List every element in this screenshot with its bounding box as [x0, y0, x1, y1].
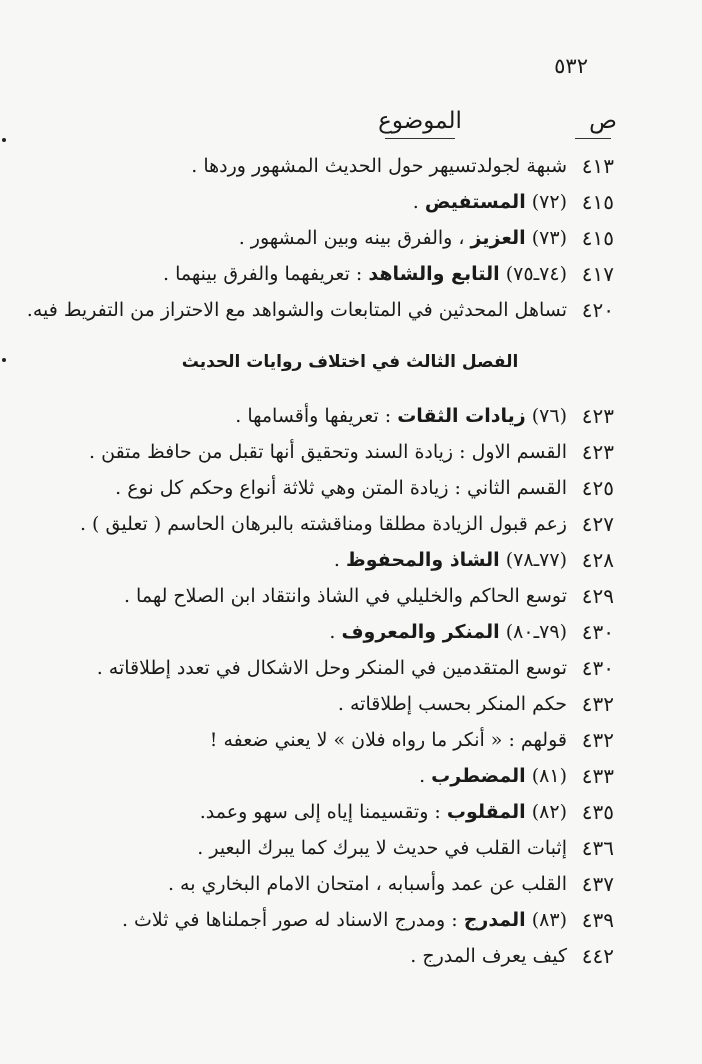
toc-entry-title: زعم قبول الزيادة مطلقا ومناقشته بالبرهان الحاسم ( تعليق ) .: [79, 513, 567, 535]
toc-entry-page: ٤٣٣: [581, 764, 614, 788]
toc-entry: [0, 148, 702, 184]
toc-entry: [0, 292, 702, 328]
toc-entry-page: ٤١٥: [581, 226, 614, 250]
toc-entry: [0, 220, 702, 256]
toc-entry: [0, 650, 702, 686]
toc-entry: [0, 434, 702, 470]
topic-column-header: الموضوع: [378, 108, 462, 134]
toc-entry-term: المدرج: [463, 909, 526, 931]
toc-entry-title: (٧٣) العزيز ، والفرق بينه وبين المشهور .: [238, 227, 567, 249]
toc-entry: [0, 184, 702, 220]
toc-entry: [0, 830, 702, 866]
toc-entry-term: زيادات الثقات: [397, 405, 526, 427]
toc-entry-page: ٤٣٦: [581, 836, 614, 860]
toc-entry-term: المنكر والمعروف: [341, 621, 500, 643]
toc-entry: [0, 506, 702, 542]
toc-entry: [0, 398, 702, 434]
toc-entry-page: ٤٢٨: [581, 548, 614, 572]
page-column-header: ص: [589, 108, 617, 134]
toc-entry-page: ٤٣٧: [581, 872, 614, 896]
toc-entry: [0, 686, 702, 722]
toc-entry-term: المقلوب: [446, 801, 526, 823]
toc-entry: [0, 758, 702, 794]
toc-entry-title: توسع الحاكم والخليلي في الشاذ وانتقاد ابن الصلاح لهما .: [123, 585, 567, 607]
toc-entry-page: ٤١٥: [581, 190, 614, 214]
toc-entry-title: (٧٦) زيادات الثقات : تعريفها وأقسامها .: [235, 405, 567, 427]
toc-entry: [0, 578, 702, 614]
toc-entry-title: إثبات القلب في حديث لا يبرك كما يبرك البعير .: [197, 837, 567, 859]
toc-entry-page: ٤٢٠: [581, 298, 614, 322]
toc-entry-page: ٤٢٣: [581, 440, 614, 464]
toc-entry: [0, 614, 702, 650]
page-number: ٥٣٢: [554, 54, 588, 78]
toc-entry-page: ٤٣٠: [581, 620, 614, 644]
section-title: الفصل الثالث في اختلاف روايات الحديث: [181, 352, 519, 372]
toc-entry-title: تساهل المحدثين في المتابعات والشواهد مع الاحتراز من التفريط فيه.: [26, 299, 567, 321]
toc-entry: [0, 794, 702, 830]
toc-entry-page: ٤٢٩: [581, 584, 614, 608]
toc-entry-title: قولهم : « أنكر ما رواه فلان » لا يعني ضعفه !: [209, 729, 567, 751]
toc-entry-title: القلب عن عمد وأسبابه ، امتحان الامام البخاري به .: [167, 873, 567, 895]
toc-entry-title: (٨٢) المقلوب : وتقسيمنا إياه إلى سهو وعمد.: [199, 801, 567, 823]
toc-entry-title: حكم المنكر بحسب إطلاقاته .: [337, 693, 567, 715]
toc-entry-page: ٤٢٧: [581, 512, 614, 536]
toc-entry-page: ٤٣٢: [581, 728, 614, 752]
toc-entry-title: (٧٧ـ٧٨) الشاذ والمحفوظ .: [333, 549, 567, 571]
toc-entry-title: (٨١) المضطرب .: [419, 765, 567, 787]
toc-entry-title: كيف يعرف المدرج .: [410, 945, 567, 967]
toc-entry-term: المستفيض: [424, 191, 526, 213]
toc-entry: [0, 902, 702, 938]
toc-entry-title: (٧٩ـ٨٠) المنكر والمعروف .: [329, 621, 567, 643]
toc-entry-term: التابع والشاهد: [368, 263, 500, 285]
toc-entry-page: ٤١٧: [581, 262, 614, 286]
toc-entry-term: المضطرب: [431, 765, 526, 787]
toc-entry-page: ٤٣٩: [581, 908, 614, 932]
toc-entry-page: ٤١٣: [581, 154, 614, 178]
toc-entry-title: (٨٣) المدرج : ومدرج الاسناد له صور أجملناها في ثلاث .: [121, 909, 567, 931]
toc-entry-title: شبهة لجولدتسيهر حول الحديث المشهور وردها .: [191, 155, 567, 177]
toc-entry-title: (٧٤ـ٧٥) التابع والشاهد : تعريفهما والفرق بينهما .: [162, 263, 567, 285]
toc-entry: [0, 722, 702, 758]
toc-entry-title: القسم الثاني : زيادة المتن وهي ثلاثة أنواع وحكم كل نوع .: [115, 477, 567, 499]
toc-entry-page: ٤٣٥: [581, 800, 614, 824]
toc-entry: [0, 470, 702, 506]
toc-entry: [0, 542, 702, 578]
toc-entry: [0, 938, 702, 974]
toc-entry-page: ٤٣٢: [581, 692, 614, 716]
toc-entry-page: ٤٣٠: [581, 656, 614, 680]
toc-entry-page: ٤٢٣: [581, 404, 614, 428]
toc-entry-title: توسع المتقدمين في المنكر وحل الاشكال في تعدد إطلاقاته .: [96, 657, 567, 679]
toc-entry: [0, 866, 702, 902]
toc-entry-term: العزيز: [470, 227, 526, 249]
toc-entry-title: (٧٢) المستفيض .: [412, 191, 567, 213]
toc-entry-term: الشاذ والمحفوظ: [346, 549, 500, 571]
toc-entry-page: ٤٢٥: [581, 476, 614, 500]
toc-entry-title: القسم الاول : زيادة السند وتحقيق أنها تقبل من حافظ متقن .: [89, 441, 567, 463]
toc-entry-page: ٤٤٢: [581, 944, 614, 968]
toc-entry: [0, 256, 702, 292]
